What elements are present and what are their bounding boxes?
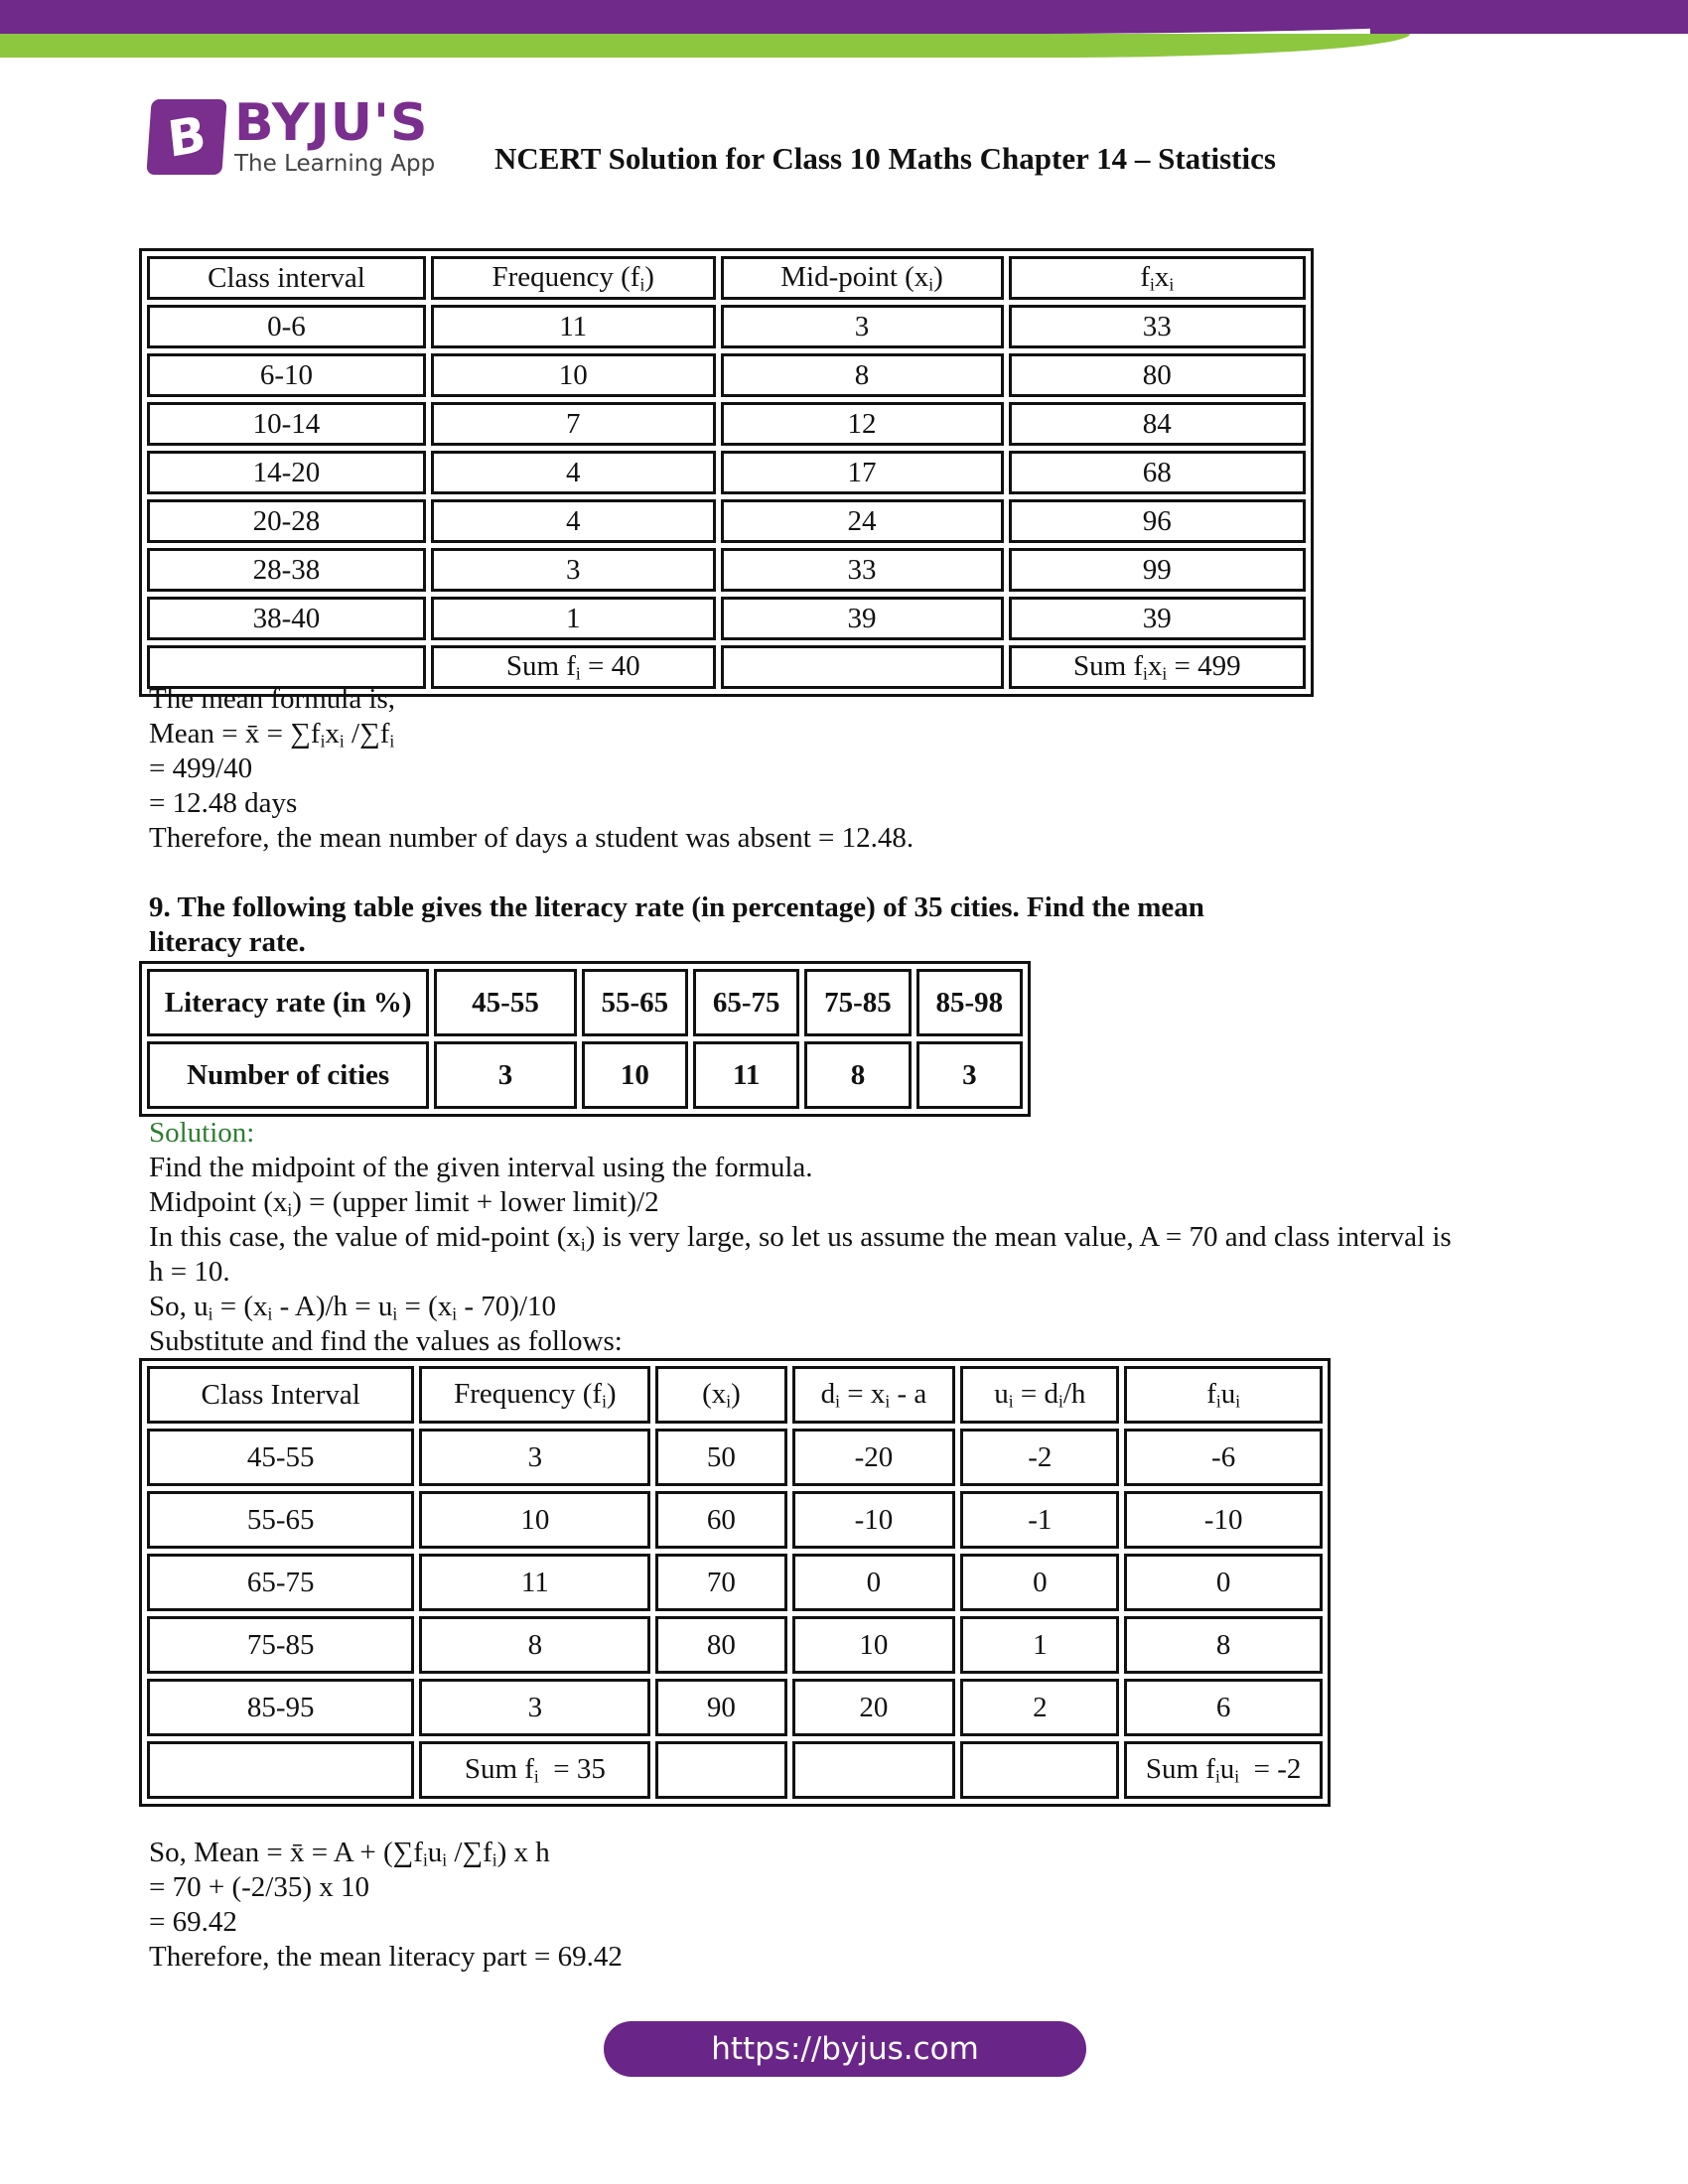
- table-header-cell: Frequency $(f_i)$: [431, 256, 716, 300]
- table-row: [147, 402, 1306, 446]
- table-cell: 11: [431, 305, 716, 348]
- table-cell: [721, 645, 1004, 689]
- table-cell: 68: [1009, 451, 1306, 494]
- table-cell: 20-28: [147, 499, 426, 543]
- table-header-cell: Class Interval: [147, 1366, 414, 1424]
- top-green-band: [0, 34, 1410, 58]
- table-cell: 84: [1009, 402, 1306, 446]
- table-cell: 1: [960, 1616, 1119, 1674]
- absence-frequency-table: [139, 248, 1314, 697]
- top-purple-band-tail: [1370, 0, 1688, 34]
- table-cell: [655, 1741, 786, 1799]
- table-row: [147, 969, 1023, 1036]
- table-cell: 3: [434, 1041, 576, 1109]
- table-cell: 65-75: [693, 969, 799, 1036]
- table-header-cell: Number of cities: [147, 1041, 429, 1109]
- table-cell: 60: [655, 1491, 786, 1549]
- table-header-cell: $u_i = d_i/h$: [960, 1366, 1119, 1424]
- table-cell: 38-40: [147, 597, 426, 640]
- table-cell: -10: [1124, 1491, 1323, 1549]
- solution-midpoint-formula: Midpoint $(x_i)$ = (upper limit + lower limit)/2: [149, 1186, 659, 1220]
- table-row: [147, 1491, 1323, 1549]
- mean-step: = 499/40: [149, 752, 253, 784]
- table-header-cell: $(x_i)$: [655, 1366, 786, 1424]
- table-cell: 0: [960, 1554, 1119, 1611]
- byjus-logo: [149, 93, 436, 177]
- table-header-cell: $f_ix_i$: [1009, 256, 1306, 300]
- table-cell: 85-95: [147, 1679, 414, 1736]
- table-header-cell: Mid-point $(x_i)$: [721, 256, 1004, 300]
- table-header-cell: Frequency $(f_i)$: [419, 1366, 650, 1424]
- table-row: [147, 1616, 1323, 1674]
- table-cell: 3: [431, 548, 716, 592]
- table-row: [147, 597, 1306, 640]
- table-cell: -10: [792, 1491, 956, 1549]
- table-cell: 45-55: [434, 969, 576, 1036]
- table-cell: -20: [792, 1429, 956, 1486]
- table-cell: 11: [419, 1554, 650, 1611]
- literacy-assumed-mean-table: [139, 1358, 1331, 1807]
- table-cell: 39: [721, 597, 1004, 640]
- mean2-step: = 70 + (-2/35) x 10: [149, 1871, 369, 1903]
- table-cell: 99: [1009, 548, 1306, 592]
- mean-result: = 12.48 days: [149, 787, 298, 819]
- table-cell: 70: [655, 1554, 786, 1611]
- table-cell: 80: [655, 1616, 786, 1674]
- table-cell: 55-65: [582, 969, 688, 1036]
- table-cell: 10: [582, 1041, 688, 1109]
- page-title: NCERT Solution for Class 10 Maths Chapter 14 – Statistics: [494, 141, 1276, 176]
- table-cell: 75-85: [147, 1616, 414, 1674]
- byjus-logo-icon: B: [146, 99, 226, 175]
- table-cell: 28-38: [147, 548, 426, 592]
- table-cell: [792, 1741, 956, 1799]
- table-cell: 96: [1009, 499, 1306, 543]
- table-cell: -6: [1124, 1429, 1323, 1486]
- table-cell: 85-98: [916, 969, 1023, 1036]
- mean-formula: Mean = x̄ = $\sum f_ix_i$ $/\sum f_i$: [149, 718, 395, 751]
- mean2-conclusion: Therefore, the mean literacy part = 69.42: [149, 1941, 623, 1973]
- table-cell: 10: [419, 1491, 650, 1549]
- table-sum-row: [147, 1741, 1323, 1799]
- table-cell: 0: [1124, 1554, 1323, 1611]
- table-row: [147, 1041, 1023, 1109]
- table-header-cell: Literacy rate (in %): [147, 969, 429, 1036]
- literacy-rate-table: [139, 961, 1031, 1117]
- table-cell: 24: [721, 499, 1004, 543]
- table-row: [147, 499, 1306, 543]
- table-cell: 0: [792, 1554, 956, 1611]
- table-cell: [147, 1741, 414, 1799]
- table-cell: 80: [1009, 353, 1306, 397]
- solution-label: Solution:: [149, 1117, 255, 1149]
- table-cell: 10-14: [147, 402, 426, 446]
- sum-fu-cell: Sum $f_iu_i = -2$: [1124, 1741, 1323, 1799]
- table-row: [147, 1554, 1323, 1611]
- mean2-formula: So, Mean = x̄ = $A + (\sum f_iu_i$ $/\sum f_i$) x h: [149, 1837, 550, 1870]
- table-header-cell: Class interval: [147, 256, 426, 300]
- solution-line: In this case, the value of mid-point $(x_i)$ is very large, so let us assume the mean value, A = 70 and class interval is: [149, 1221, 1452, 1255]
- table-cell: 50: [655, 1429, 786, 1486]
- table-cell: 14-20: [147, 451, 426, 494]
- table-cell: 0-6: [147, 305, 426, 348]
- table-cell: 1: [431, 597, 716, 640]
- sum-frequency-cell: Sum $f_i = 40$: [431, 645, 716, 689]
- mean-conclusion: Therefore, the mean number of days a student was absent = 12.48.: [149, 822, 914, 854]
- table-cell: 8: [721, 353, 1004, 397]
- solution-line: Find the midpoint of the given interval using the formula.: [149, 1152, 813, 1183]
- table-cell: 6: [1124, 1679, 1323, 1736]
- table-header-cell: $d_i = x_i - a$: [792, 1366, 956, 1424]
- table-cell: [960, 1741, 1119, 1799]
- table-cell: 8: [804, 1041, 911, 1109]
- logo-tagline: The Learning App: [234, 151, 436, 177]
- table-cell: 39: [1009, 597, 1306, 640]
- table-row: [147, 353, 1306, 397]
- table-row: [147, 451, 1306, 494]
- logo-name: BYJU'S: [234, 93, 429, 153]
- table-header-row: [147, 1366, 1323, 1424]
- table-cell: 3: [419, 1429, 650, 1486]
- mean2-result: = 69.42: [149, 1906, 237, 1938]
- table-cell: 4: [431, 451, 716, 494]
- table-row: [147, 1679, 1323, 1736]
- table-cell: 2: [960, 1679, 1119, 1736]
- table-cell: 17: [721, 451, 1004, 494]
- solution-u-formula: So, $u_i = (x_i - A)/h = u_i = (x_i - 70)/10$: [149, 1291, 556, 1324]
- footer-url-link[interactable]: https://byjus.com: [604, 2021, 1086, 2077]
- table-row: [147, 548, 1306, 592]
- sum-fx-cell: Sum $f_ix_i = 499$: [1009, 645, 1306, 689]
- table-cell: 10: [792, 1616, 956, 1674]
- table-cell: 3: [721, 305, 1004, 348]
- table-cell: 3: [419, 1679, 650, 1736]
- table-cell: 33: [1009, 305, 1306, 348]
- table-header-row: [147, 256, 1306, 300]
- table-cell: 10: [431, 353, 716, 397]
- table-cell: 75-85: [804, 969, 911, 1036]
- table-header-cell: $f_iu_i$: [1124, 1366, 1323, 1424]
- table-cell: 20: [792, 1679, 956, 1736]
- table-cell: -1: [960, 1491, 1119, 1549]
- solution-line: Substitute and find the values as follows:: [149, 1325, 623, 1357]
- mean-formula-intro: The mean formula is,: [149, 683, 396, 715]
- table-cell: 33: [721, 548, 1004, 592]
- table-cell: -2: [960, 1429, 1119, 1486]
- sum-frequency-cell: Sum $f_i = 35$: [419, 1741, 650, 1799]
- table-cell: 65-75: [147, 1554, 414, 1611]
- table-row: [147, 305, 1306, 348]
- table-row: [147, 1429, 1323, 1486]
- table-cell: 6-10: [147, 353, 426, 397]
- table-cell: 12: [721, 402, 1004, 446]
- table-cell: 11: [693, 1041, 799, 1109]
- table-cell: 4: [431, 499, 716, 543]
- table-cell: 90: [655, 1679, 786, 1736]
- table-cell: 8: [1124, 1616, 1323, 1674]
- table-cell: 55-65: [147, 1491, 414, 1549]
- table-cell: 45-55: [147, 1429, 414, 1486]
- table-cell: 8: [419, 1616, 650, 1674]
- table-cell: 7: [431, 402, 716, 446]
- question-9-line1: 9. The following table gives the literacy rate (in percentage) of 35 cities. Find the mean: [149, 891, 1204, 923]
- solution-line: h = 10.: [149, 1256, 230, 1288]
- table-cell: 3: [916, 1041, 1023, 1109]
- question-9-line2: literacy rate.: [149, 926, 306, 958]
